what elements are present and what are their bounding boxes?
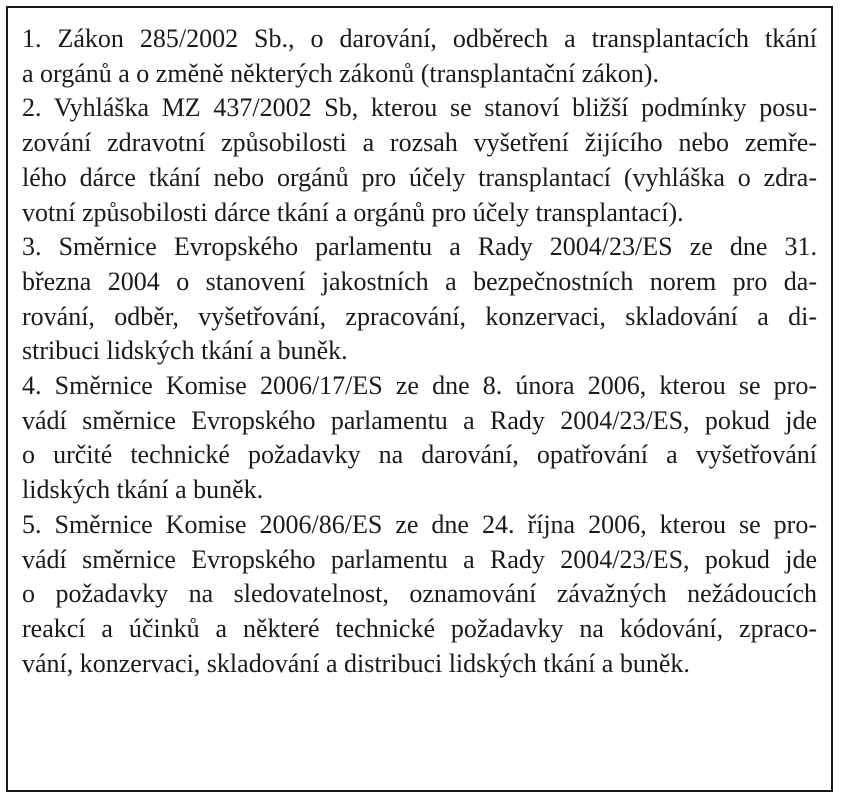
list-item-1-line-2: a orgánů a o změně některých zákonů (transplantační zákon). bbox=[22, 58, 659, 88]
legislation-list-box bbox=[6, 6, 833, 792]
list-item-5-line-4: reakcí a účinků a některé technické požadavky na kódování, zpraco- bbox=[22, 613, 817, 643]
list-item-4-line-2: vádí směrnice Evropského parlamentu a Rady 2004/23/ES, pokud jde bbox=[22, 405, 817, 435]
list-item-3-line-3: rování, odběr, vyšetřování, zpracování, konzervaci, skladování a di- bbox=[22, 301, 817, 331]
list-item-5-line-5: vání, konzervaci, skladování a distribuci lidských tkání a buněk. bbox=[22, 648, 690, 678]
list-item-3-line-1: 3. Směrnice Evropského parlamentu a Rady 2004/23/ES ze dne 31. bbox=[22, 232, 817, 262]
list-item-4-line-1: 4. Směrnice Komise 2006/17/ES ze dne 8. února 2006, kterou se pro- bbox=[22, 371, 817, 401]
list-item-2-line-4: votní způsobilosti dárce tkání a orgánů pro účely transplantací). bbox=[22, 197, 684, 227]
list-item-5-line-3: o požadavky na sledovatelnost, oznamování závažných nežádoucích bbox=[22, 579, 817, 609]
list-item-2-line-3: lého dárce tkání nebo orgánů pro účely transplantací (vyhláška o zdra- bbox=[22, 162, 817, 192]
list-item-1 bbox=[22, 22, 817, 91]
list-item-5-line-1: 5. Směrnice Komise 2006/86/ES ze dne 24. října 2006, kterou se pro- bbox=[22, 509, 817, 539]
list-item-3 bbox=[22, 230, 817, 369]
list-item-3-line-2: března 2004 o stanovení jakostních a bezpečnostních norem pro da- bbox=[22, 266, 817, 296]
list-item-5-line-2: vádí směrnice Evropského parlamentu a Rady 2004/23/ES, pokud jde bbox=[22, 544, 817, 574]
list-item-3-line-4: stribuci lidských tkání a buněk. bbox=[22, 336, 348, 366]
list-item-4-line-3: o určité technické požadavky na darování, opatřování a vyšetřování bbox=[22, 440, 817, 470]
list-item-2-line-2: zování zdravotní způsobilosti a rozsah vyšetření žijícího nebo zemře- bbox=[22, 128, 817, 158]
list-item-4 bbox=[22, 369, 817, 508]
list-item-5 bbox=[22, 508, 817, 682]
list-item-2-line-1: 2. Vyhláška MZ 437/2002 Sb, kterou se stanoví bližší podmínky posu- bbox=[22, 93, 817, 123]
list-item-4-line-4: lidských tkání a buněk. bbox=[22, 475, 264, 505]
list-item-1-line-1: 1. Zákon 285/2002 Sb., o darování, odběrech a transplantacích tkání bbox=[22, 24, 817, 53]
list-item-2 bbox=[22, 91, 817, 230]
